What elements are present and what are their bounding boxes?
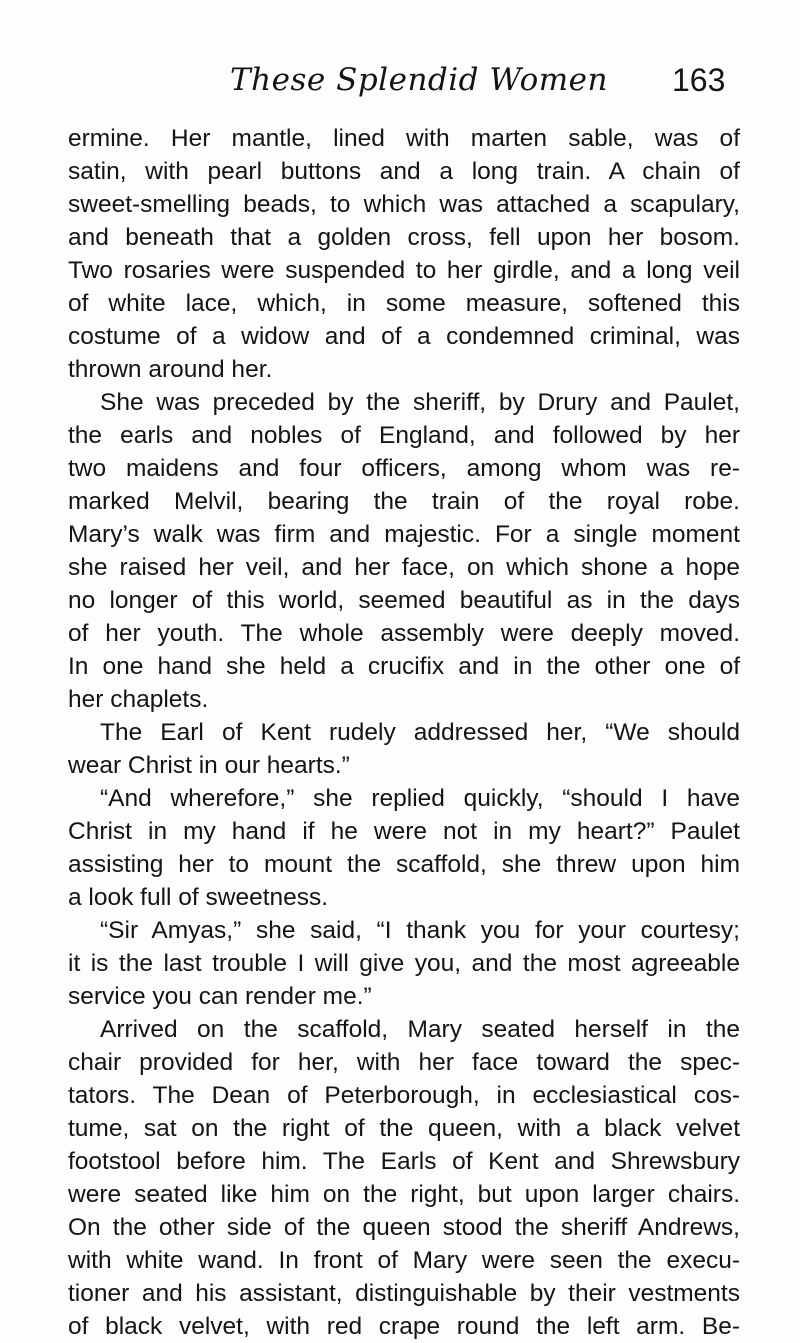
text-line: costume of a widow and of a condemned criminal, was [68, 323, 740, 350]
text-line: no longer of this world, seemed beautiful as in the days [68, 587, 740, 614]
text-line: two maidens and four officers, among whom was re- [68, 455, 740, 482]
text-line: “And wherefore,” she replied quickly, “should I have [100, 785, 740, 812]
text-line: were seated like him on the right, but upon larger chairs. [68, 1181, 740, 1208]
text-line: service you can render me.” [68, 983, 372, 1010]
text-line: sweet-smelling beads, to which was attached a scapulary, [68, 191, 740, 218]
text-line: In one hand she held a crucifix and in the other one of [68, 653, 740, 680]
text-line: footstool before him. The Earls of Kent and Shrewsbury [68, 1148, 740, 1175]
text-line: the earls and nobles of England, and followed by her [68, 422, 740, 449]
text-line: The Earl of Kent rudely addressed her, “We should [100, 719, 740, 746]
text-line: of her youth. The whole assembly were deeply moved. [68, 620, 740, 647]
text-line: She was preceded by the sheriff, by Drury and Paulet, [100, 389, 740, 416]
text-line: Christ in my hand if he were not in my heart?” Paulet [68, 818, 740, 845]
text-line: On the other side of the queen stood the sheriff Andrews, [68, 1214, 740, 1241]
text-line: tioner and his assistant, distinguishable by their vestments [68, 1280, 740, 1307]
text-line: wear Christ in our hearts.” [68, 752, 350, 779]
text-line: her chaplets. [68, 686, 209, 713]
text-line: tators. The Dean of Peterborough, in ecclesiastical cos- [68, 1082, 740, 1109]
text-line: chair provided for her, with her face toward the spec- [68, 1049, 740, 1076]
text-line: “Sir Amyas,” she said, “I thank you for your courtesy; [100, 917, 740, 944]
text-line: it is the last trouble I will give you, and the most agreeable [68, 950, 740, 977]
body-text [68, 122, 740, 1343]
text-line: thrown around her. [68, 356, 273, 383]
text-line: assisting her to mount the scaffold, she threw upon him [68, 851, 740, 878]
text-line: she raised her veil, and her face, on which shone a hope [68, 554, 740, 581]
text-line: of black velvet, with red crape round the left arm. Be- [68, 1313, 740, 1340]
text-line: Arrived on the scaffold, Mary seated herself in the [100, 1016, 740, 1043]
text-line: and beneath that a golden cross, fell upon her bosom. [68, 224, 740, 251]
text-line: Two rosaries were suspended to her girdle, and a long veil [68, 257, 740, 284]
text-line: Mary’s walk was firm and majestic. For a single moment [68, 521, 740, 548]
page-number: 163 [672, 62, 726, 98]
text-line: a look full of sweetness. [68, 884, 329, 911]
running-head [230, 62, 750, 112]
text-line: of white lace, which, in some measure, softened this [68, 290, 740, 317]
text-line: tume, sat on the right of the queen, with a black velvet [68, 1115, 740, 1142]
text-line: ermine. Her mantle, lined with marten sable, was of [68, 125, 740, 152]
running-head-title: These Splendid Women [230, 62, 608, 98]
text-line: marked Melvil, bearing the train of the royal robe. [68, 488, 740, 515]
text-line: with white wand. In front of Mary were seen the execu- [68, 1247, 740, 1274]
text-line: satin, with pearl buttons and a long train. A chain of [68, 158, 740, 185]
